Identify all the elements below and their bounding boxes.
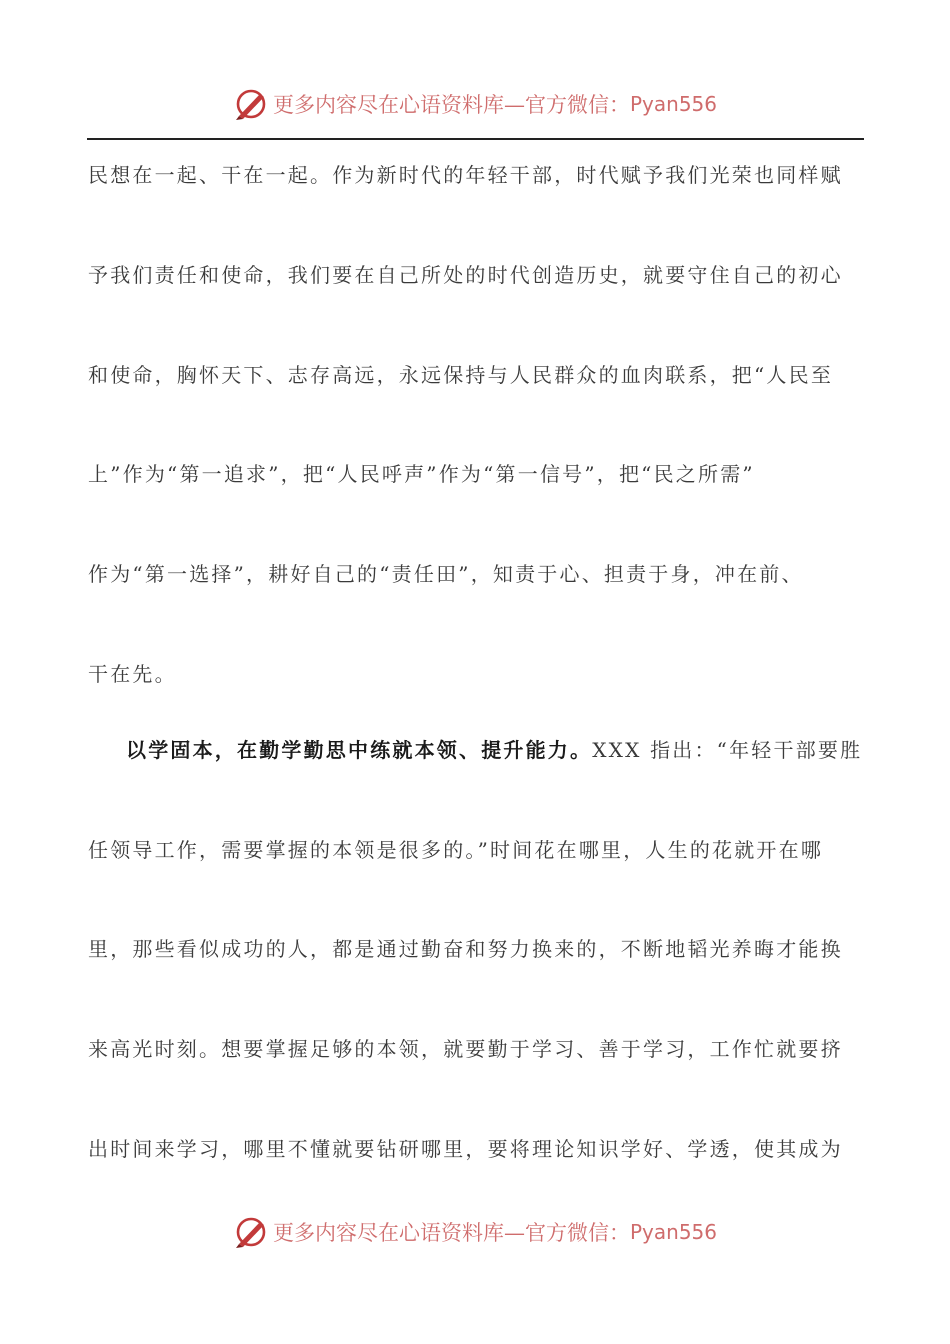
body-line: 予我们责任和使命，我们要在自己所处的时代创造历史，就要守住自己的初心	[88, 263, 843, 287]
banner-wechat-id: Pyan556	[629, 1220, 717, 1244]
banner-wechat-id: Pyan556	[629, 92, 717, 116]
body-line: 任领导工作，需要掌握的本领是很多的。”时间花在哪里，人生的花就开在哪	[88, 838, 824, 862]
paragraph-lead-text: XXX 指出：“年轻干部要胜	[592, 738, 863, 762]
header-banner	[0, 82, 950, 126]
body-line: 出时间来学习，哪里不懂就要钻研哪里，要将理论知识学好、学透，使其成为	[88, 1137, 843, 1161]
pen-logo-icon	[233, 1214, 269, 1250]
banner-text: 更多内容尽在心语资料库—官方微信：	[272, 1221, 630, 1245]
body-line: 民想在一起、干在一起。作为新时代的年轻干部，时代赋予我们光荣也同样赋	[88, 163, 843, 187]
body-line: 里，那些看似成功的人，都是通过勤奋和努力换来的，不断地韬光养晦才能换	[88, 937, 843, 961]
body-line: 和使命，胸怀天下、志存高远，永远保持与人民群众的血肉联系，把“人民至	[88, 363, 834, 387]
body-line: 干在先。	[88, 662, 177, 686]
body-line: 来高光时刻。想要掌握足够的本领，就要勤于学习、善于学习，工作忙就要挤	[88, 1037, 843, 1061]
banner-text: 更多内容尽在心语资料库—官方微信：	[272, 93, 630, 117]
header-divider	[87, 138, 864, 140]
pen-logo-icon	[233, 86, 269, 122]
footer-banner	[0, 1210, 950, 1254]
body-line: 上”作为“第一追求”，把“人民呼声”作为“第一信号”，把“民之所需”	[88, 462, 755, 486]
paragraph-heading: 以学固本，在勤学勤思中练就本领、提升能力。	[126, 738, 593, 762]
body-line: 作为“第一选择”，耕好自己的“责任田”，知责于心、担责于身，冲在前、	[88, 562, 804, 586]
paragraph-first-line	[126, 734, 865, 763]
